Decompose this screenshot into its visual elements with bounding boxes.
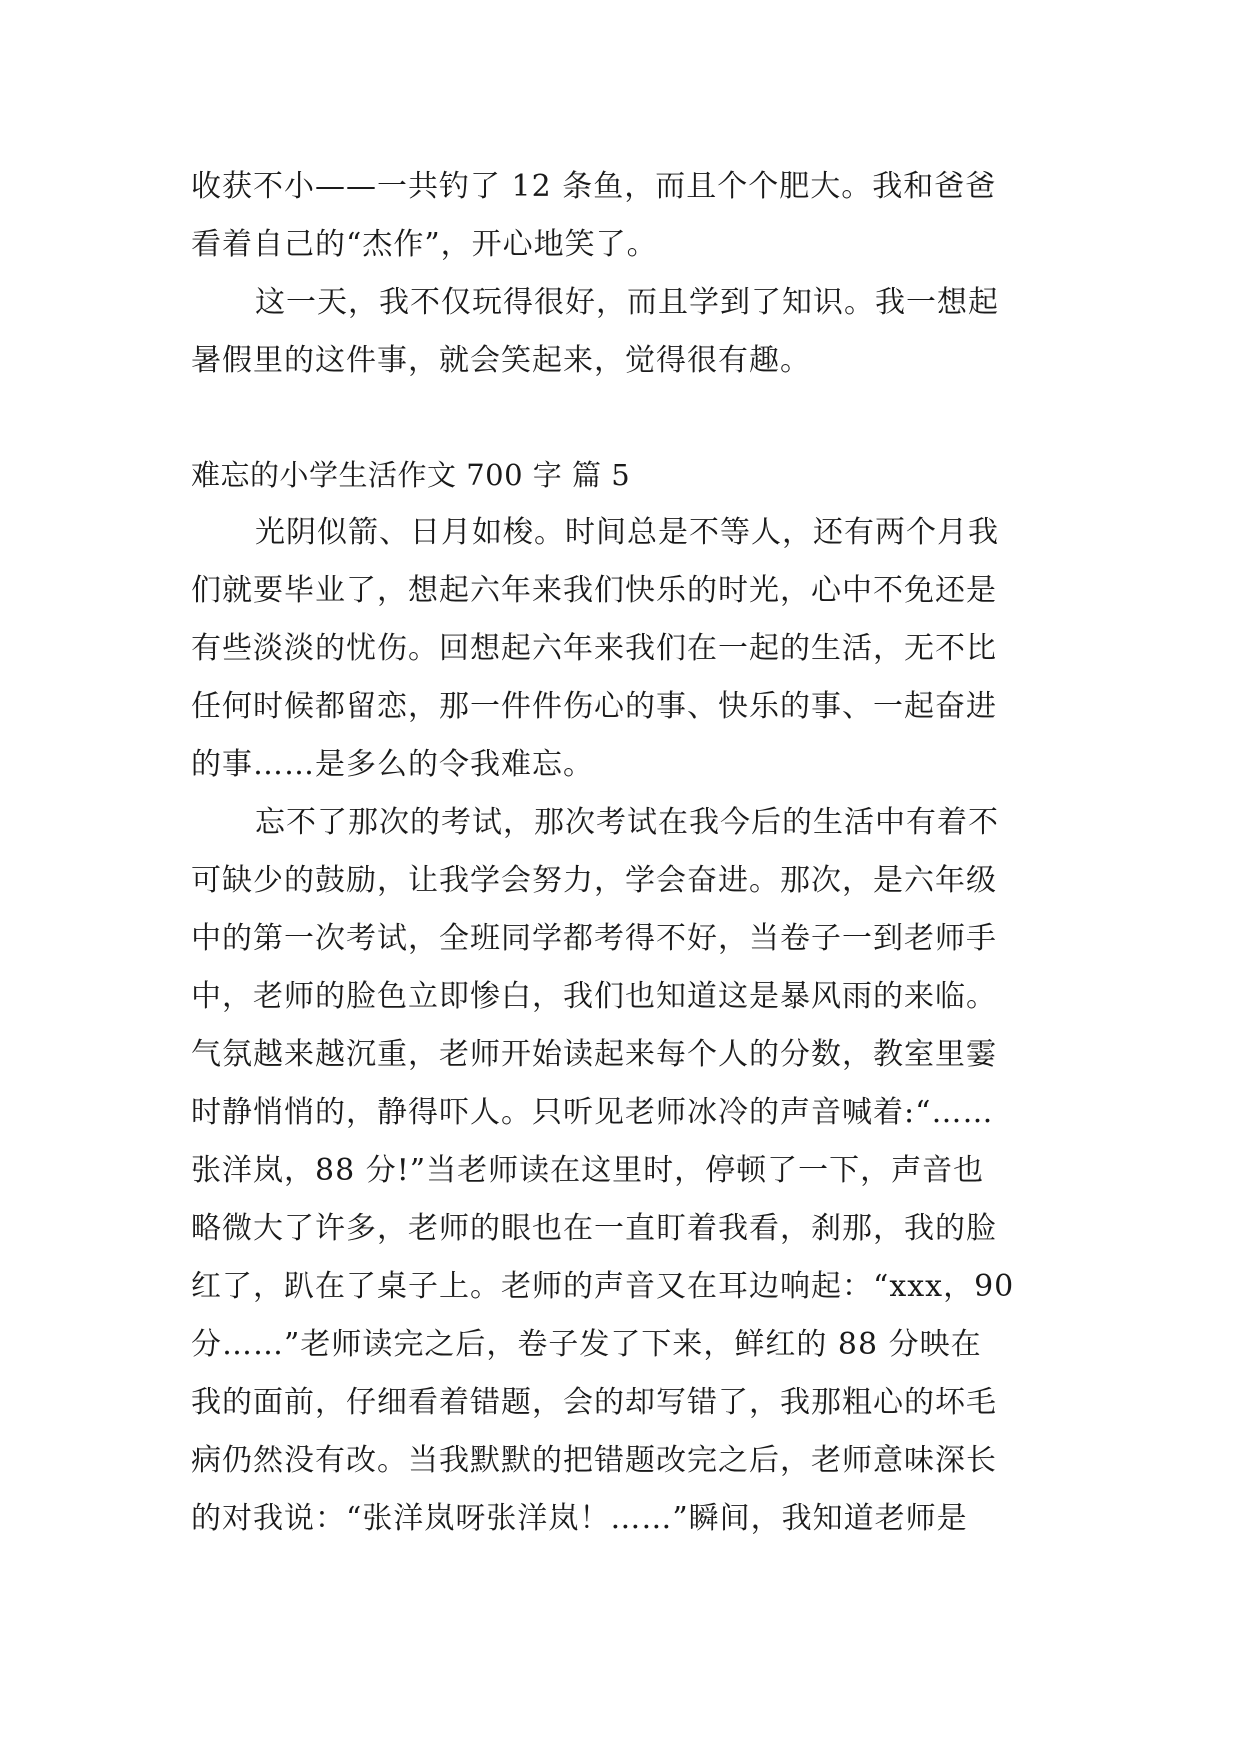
text-line: 分……”老师读完之后，卷子发了下来，鲜红的 88 分映在 (191, 1327, 982, 1362)
text-line: 任何时候都留恋，那一件件伤心的事、快乐的事、一起奋进 (191, 689, 997, 724)
text-line: 的事……是多么的令我难忘。 (191, 747, 594, 782)
text-line: 们就要毕业了，想起六年来我们快乐的时光，心中不免还是 (191, 573, 997, 608)
paragraph-summary (191, 274, 1051, 390)
text-line: 气氛越来越沉重，老师开始读起来每个人的分数，教室里霎 (191, 1037, 997, 1072)
text-line: 时静悄悄的，静得吓人。只听见老师冰冷的声音喊着:“…… (191, 1095, 994, 1130)
text-line: 暑假里的这件事，就会笑起来，觉得很有趣。 (191, 343, 811, 378)
text-line: 略微大了许多，老师的眼也在一直盯着我看，刹那，我的脸 (191, 1211, 997, 1246)
text-line: 红了，趴在了桌子上。老师的声音又在耳边响起：“xxx，90 (191, 1269, 1015, 1304)
text-line: 中的第一次考试，全班同学都考得不好，当卷子一到老师手 (191, 921, 997, 956)
text-line: 看着自己的“杰作”，开心地笑了。 (191, 227, 658, 262)
text-line: 中，老师的脸色立即惨白，我们也知道这是暴风雨的来临。 (191, 979, 997, 1014)
paragraph-2 (191, 794, 1051, 1548)
section-title: 难忘的小学生活作文 700 字 篇 5 (191, 458, 631, 492)
section-spacer (191, 390, 1051, 446)
text-line: 的对我说：“张洋岚呀张洋岚！……”瞬间，我知道老师是 (191, 1501, 968, 1536)
text-line: 病仍然没有改。当我默默的把错题改完之后，老师意味深长 (191, 1443, 997, 1478)
document-body (191, 158, 1051, 1548)
text-line: 可缺少的鼓励，让我学会努力，学会奋进。那次，是六年级 (191, 863, 997, 898)
text-line: 光阴似箭、日月如梭。时间总是不等人，还有两个月我 (255, 515, 999, 550)
paragraph-1 (191, 504, 1051, 794)
text-line: 忘不了那次的考试，那次考试在我今后的生活中有着不 (255, 805, 999, 840)
text-line: 收获不小——一共钓了 12 条鱼，而且个个肥大。我和爸爸 (191, 169, 997, 204)
text-line: 这一天，我不仅玩得很好，而且学到了知识。我一想起 (255, 285, 999, 320)
text-line: 张洋岚，88 分!”当老师读在这里时，停顿了一下，声音也 (191, 1153, 985, 1188)
paragraph-previous-end (191, 158, 1051, 274)
text-line: 有些淡淡的忧伤。回想起六年来我们在一起的生活，无不比 (191, 631, 997, 666)
text-line: 我的面前，仔细看着错题，会的却写错了，我那粗心的坏毛 (191, 1385, 997, 1420)
